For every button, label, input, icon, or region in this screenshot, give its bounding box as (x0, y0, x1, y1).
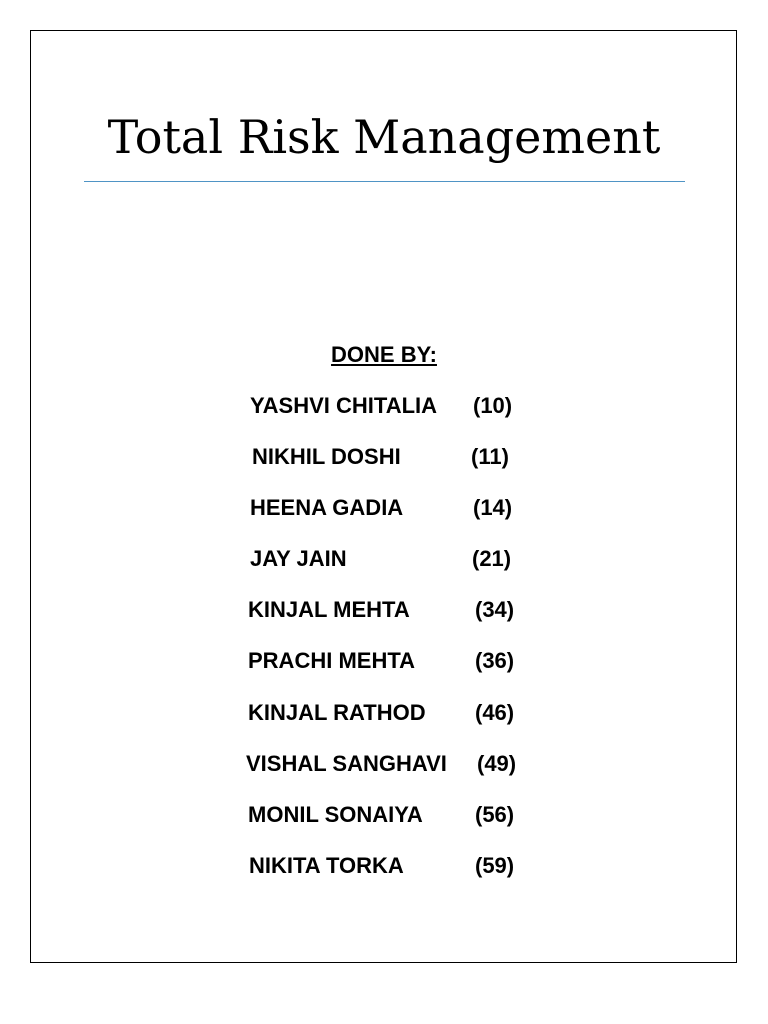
member-roll-number: (59) (475, 853, 515, 878)
done-by-heading: DONE BY: (331, 342, 437, 367)
member-roll-number: (49) (477, 751, 517, 776)
member-name: MONIL SONAIYA (248, 802, 423, 827)
member-roll-number: (36) (475, 648, 515, 673)
member-roll-number: (46) (475, 700, 515, 725)
member-name: KINJAL MEHTA (248, 597, 410, 622)
document-title: Total Risk Management (107, 110, 661, 164)
member-roll-number: (11) (471, 444, 509, 469)
member-name: HEENA GADIA (250, 495, 404, 520)
member-name: NIKITA TORKA (249, 853, 404, 878)
member-name: VISHAL SANGHAVI (246, 751, 447, 776)
member-name: PRACHI MEHTA (248, 648, 416, 673)
member-roll-number: (10) (473, 393, 513, 418)
member-roll-number: (21) (472, 546, 512, 571)
member-roll-number: (34) (475, 597, 515, 622)
member-name: KINJAL RATHOD (248, 700, 426, 725)
member-roll-number: (56) (475, 802, 515, 827)
member-name: NIKHIL DOSHI (252, 444, 401, 469)
member-roll-number: (14) (473, 495, 513, 520)
member-name: YASHVI CHITALIA (250, 393, 438, 418)
member-name: JAY JAIN (250, 546, 347, 571)
